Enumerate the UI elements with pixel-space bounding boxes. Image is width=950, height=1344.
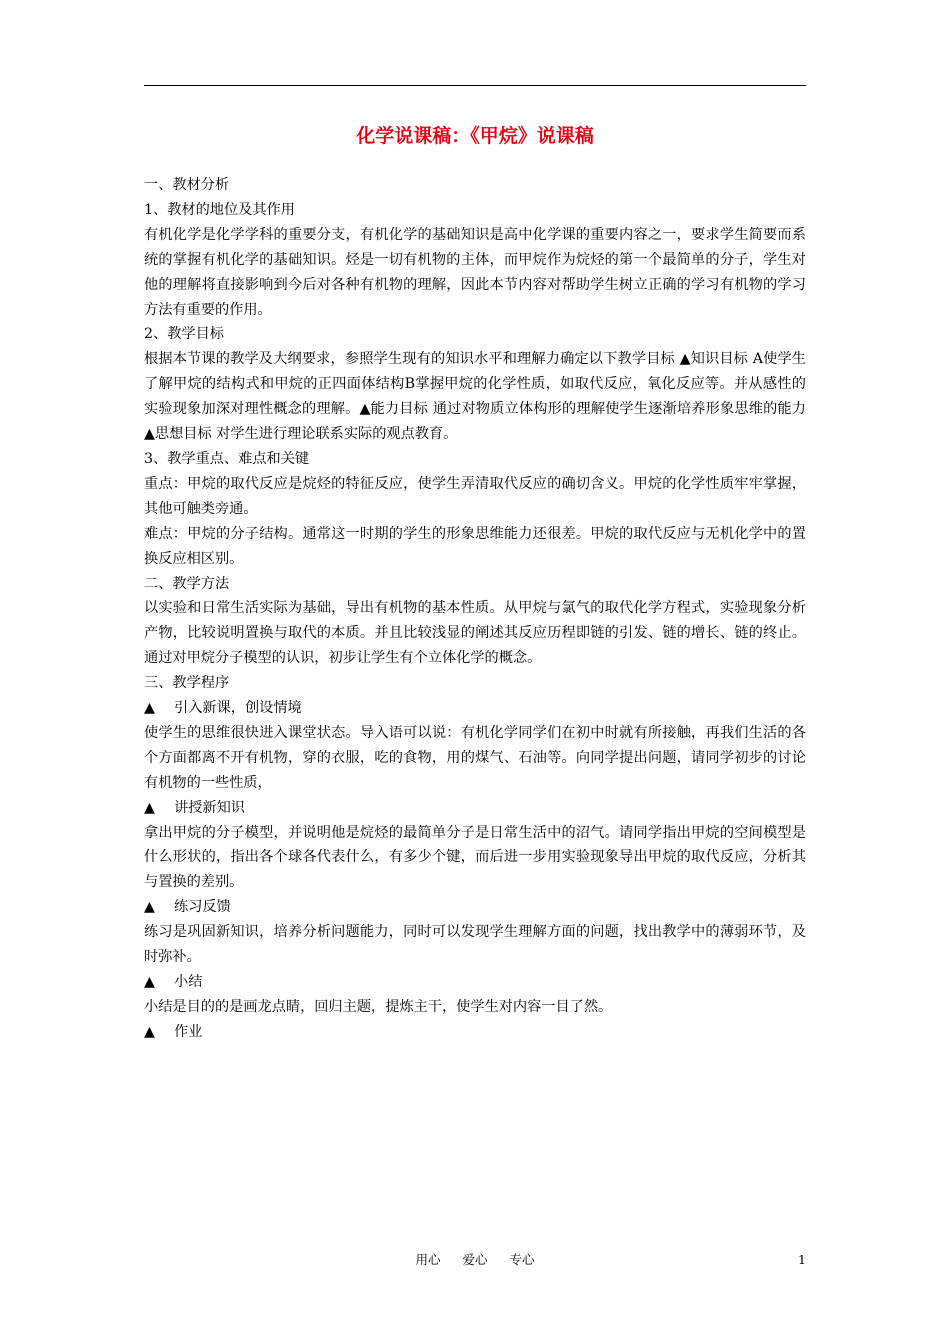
paragraph: 拿出甲烷的分子模型，并说明他是烷烃的最简单分子是日常生活中的沼气。请同学指出甲烷的空间模型是什么形状的，指出各个球各代表什么，有多少个键，而后进一步用实验现象导出甲烷的取代反应，分析其与置换的差别。	[144, 824, 806, 891]
bullet-item	[144, 895, 806, 920]
triangle-bullet-icon: ▲	[144, 700, 155, 717]
paragraph: 1、教材的地位及其作用	[144, 201, 295, 218]
header-rule	[144, 85, 806, 86]
paragraph: 使学生的思维很快进入课堂状态。导入语可以说：有机化学同学们在初中时就有所接触，再我们生活的各个方面都离不开有机物，穿的衣服，吃的食物，用的煤气、石油等。向同学提出问题，请同学初步的讨论有机物的一些性质，	[144, 724, 806, 791]
document-title: 化学说课稿：《甲烷》说课稿	[356, 125, 594, 147]
paragraph: 小结是目的的是画龙点睛，回归主题，提炼主干，使学生对内容一目了然。	[144, 998, 613, 1015]
paragraph: 有机化学是化学学科的重要分支，有机化学的基础知识是高中化学课的重要内容之一，要求学生简要而系统的掌握有机化学的基础知识。烃是一切有机物的主体，而甲烷作为烷烃的第一个最简单的分子，学生对他的理解将直接影响到今后对各种有机物的理解，因此本节内容对帮助学生树立正确的学习有机物的学习方法有重要的作用。	[144, 226, 806, 318]
triangle-bullet-icon: ▲	[144, 899, 155, 916]
bullet-text: 作业	[174, 1023, 203, 1040]
paragraph: 二、教学方法	[144, 575, 230, 592]
footer-motto: 用心 爱心 专心	[415, 1252, 535, 1267]
bullet-text: 引入新课，创设情境	[174, 700, 302, 717]
triangle-bullet-icon: ▲	[144, 799, 155, 816]
bullet-text: 讲授新知识	[174, 799, 245, 816]
paragraph: 3、教学重点、难点和关键	[144, 450, 310, 467]
document-body	[144, 173, 806, 1045]
bullet-item	[144, 696, 806, 721]
paragraph: 难点：甲烷的分子结构。通常这一时期的学生的形象思维能力还很差。甲烷的取代反应与无机化学中的置换反应相区别。	[144, 525, 806, 567]
paragraph: 练习是巩固新知识，培养分析问题能力，同时可以发现学生理解方面的问题，找出教学中的薄弱环节，及时弥补。	[144, 924, 806, 966]
triangle-bullet-icon: ▲	[144, 1023, 155, 1040]
paragraph: 三、教学程序	[144, 675, 230, 692]
paragraph: 重点：甲烷的取代反应是烷烃的特征反应，使学生弄清取代反应的确切含义。甲烷的化学性质牢牢掌握，其他可触类旁通。	[144, 475, 806, 517]
bullet-item	[144, 1020, 806, 1045]
paragraph: 2、教学目标	[144, 326, 224, 343]
bullet-item	[144, 796, 806, 821]
paragraph: 一、教材分析	[144, 177, 230, 193]
paragraph: 根据本节课的教学及大纲要求，参照学生现有的知识水平和理解力确定以下教学目标 ▲知识目标 A使学生了解甲烷的结构式和甲烷的正四面体结构B掌握甲烷的化学性质，如取代反应，氧化反应等。并从感性的实验现象加深对理性概念的理解。▲能力目标 通过对物质立体构形的理解使学生逐渐培养形象思维的能力 ▲思想目标 对学生进行理论联系实际的观点教育。	[144, 351, 806, 443]
bullet-item	[144, 970, 806, 995]
triangle-bullet-icon: ▲	[144, 974, 155, 990]
bullet-text: 小结	[174, 974, 203, 990]
bullet-text: 练习反馈	[174, 899, 231, 916]
page-footer	[144, 1250, 806, 1270]
page-number: 1	[798, 1252, 806, 1267]
paragraph: 以实验和日常生活实际为基础，导出有机物的基本性质。从甲烷与氯气的取代化学方程式，实验现象分析产物，比较说明置换与取代的本质。并且比较浅显的阐述其反应历程即链的引发、链的增长、链的终止。通过对甲烷分子模型的认识，初步让学生有个立体化学的概念。	[144, 600, 806, 667]
